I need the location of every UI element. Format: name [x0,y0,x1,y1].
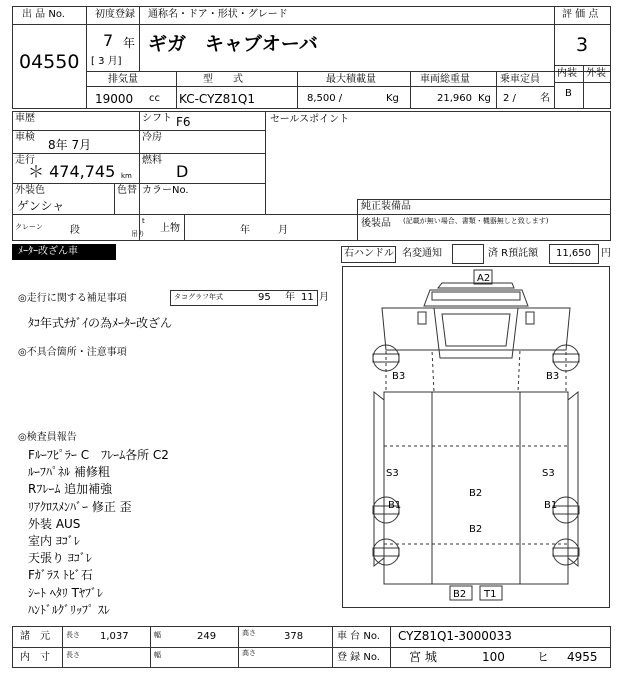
length-label: 長さ [66,631,80,639]
length-value: 1,037 [100,631,129,642]
reg-area: 宮 城 [409,650,437,664]
driving-remarks-title: ◎走行に関する補足事項 [18,293,127,304]
mark-b3-left: B3 [392,371,406,382]
mark-a2: A2 [477,273,491,284]
lot-number: 04550 [19,51,80,73]
t-label: t [142,217,145,225]
naiho-label: 内 寸 [20,652,50,663]
lot-label: 出 品 No. [22,9,65,20]
tsuri-label: 吊り [131,230,145,238]
displacement-value: 19000 [95,92,134,106]
tacho-label: タコグラフ年式 [174,293,223,301]
mileage-label: 走行 [15,155,35,166]
color-no-label: カラーNo. [142,185,189,196]
chassis-label: 車 台 No. [337,631,380,642]
reg-label: 初度登録 [95,9,135,20]
nen-char: 年 [123,36,136,50]
inspector-report-item: ﾘｱｸﾛｽﾒﾝﾊﾞｰ 修正 歪 [28,499,132,514]
model-code: KC-CYZ81Q1 [179,92,255,106]
mark-t1-bottom: T1 [484,589,497,600]
displacement-unit: cc [149,93,160,104]
dan-label: 段 [70,225,80,236]
interior-grade: B [565,88,572,99]
interior-label: 内装 [557,68,577,79]
max-load-value: 8,500 / [307,93,343,104]
inspection-label: 車検 [15,132,35,143]
mark-b2-bottom: B2 [453,589,467,600]
inspector-report-item: ﾙｰﾌﾊﾟﾈﾙ 補修粗 [28,465,110,480]
ac-label: 冷房 [142,132,162,143]
inspector-report-item: Fｶﾞﾗｽ ﾄﾋﾞ石 [28,568,93,583]
aftermarket-note: (記載が無い場合、書類・機器無しと致します) [403,217,549,225]
color-change-label: 色替 [117,185,137,196]
color-value: ゲンシャ [17,199,65,213]
truck-outline [373,270,579,600]
width-value: 249 [197,631,217,642]
shift-label: シフト [142,113,172,124]
truck-damage-diagram [342,266,610,608]
height-label-2: 高さ [242,649,256,657]
height-value: 378 [284,631,304,642]
overall-grade: 3 [576,34,589,56]
inspector-report-item: 天張り ﾖｺﾞﾚ [28,551,92,566]
mark-b3-right: B3 [546,371,560,382]
capacity-label: 乗車定員 [500,74,540,85]
mileage-unit: km [121,172,132,180]
aftermarket-label: 後装品 [361,218,391,229]
chassis-number: CYZ81Q1-3000033 [398,629,512,643]
shift-value: F6 [176,115,191,129]
length-label-2: 長さ [66,651,80,659]
width-label: 幅 [154,631,161,639]
crane-label: クレーン [15,223,43,231]
reg-class: 100 [482,650,505,664]
grade-label: 評 価 点 [562,9,599,20]
month-label: 月 [278,225,288,236]
year-label: 年 [240,225,250,236]
inspector-title: ◎検査員報告 [18,432,77,443]
tacho-month: 11 [301,292,314,303]
inspector-report-item: ｼｰﾄ ﾍﾀﾘ Tﾔﾌﾞﾚ [28,585,103,600]
uwamono-label: 上物 [160,223,180,234]
rhd-label: 右ハンドル [344,248,394,259]
reg-month: [ 3 月] [91,56,122,67]
inspector-report-item: ﾊﾝﾄﾞﾙｸﾞﾘｯﾌﾟ ｽﾚ [28,602,110,617]
yen-label: 円 [601,248,611,259]
mark-b1-right: B1 [544,500,558,511]
inspector-report-item: 外装 AUS [28,516,81,531]
width-label-2: 幅 [154,651,161,659]
name-change-box [452,244,484,264]
reg-year: 7 [103,31,114,50]
mark-b2-center-bottom: B2 [469,524,483,535]
defect-title: ◎不具合箇所・注意事項 [18,347,127,358]
height-label: 高さ [242,629,256,637]
mark-s3-left: S3 [386,468,399,479]
model-name: ギガ キャブオーバ [148,33,318,55]
name-label: 通称名・ドア・形状・グレード [148,9,288,20]
recycle-value: 11,650 [556,248,591,259]
gvw-label: 車両総重量 [420,74,470,85]
tacho-nen: 年 [285,292,295,303]
inspector-report-item: 室内 ﾖｺﾞﾚ [28,534,80,548]
fuel-label: 燃料 [142,155,162,166]
mileage-value: ＊ 474,745 [28,162,116,181]
mark-b1-left: B1 [388,500,402,511]
inspector-report-item: Fﾙｰﾌﾋﾟﾗｰ C ﾌﾚｰﾑ各所 C2 [28,448,169,462]
equipment-label: 純正装備品 [361,201,411,212]
max-load-label: 最大積載量 [326,74,376,85]
recycle-label: 済 R預託額 [488,248,539,259]
capacity-value: 2 / [503,93,516,104]
tacho-gatsu: 月 [319,292,329,303]
gvw-unit: Kg [478,93,491,104]
mark-s3-right: S3 [542,468,555,479]
history-label: 車歴 [15,113,35,124]
mark-b2-center-top: B2 [469,488,483,499]
capacity-unit: 名 [540,93,550,104]
gvw-value: 21,960 [437,93,472,104]
reg-no-label: 登 録 No. [337,652,380,663]
shogen-label: 諸 元 [20,631,50,642]
reg-number: 4955 [567,650,598,664]
model-code-label: 型 式 [203,74,243,85]
inspector-report-item: Rﾌﾚｰﾑ 追加補強 [28,482,113,497]
color-label: 外装色 [15,185,45,196]
max-load-unit: Kg [386,93,399,104]
displacement-label: 排気量 [108,74,138,85]
reg-kana: ヒ [537,650,550,664]
sales-point-label: セールスポイント [270,114,350,125]
fuel-value: D [176,162,189,181]
exterior-label: 外装 [586,68,606,79]
inspection-value: 8年 7月 [48,138,92,152]
tacho-note: ﾀｺ年式ﾁｶﾞｲの為ﾒｰﾀｰ改ざん [28,316,173,330]
name-change-label: 名変通知 [402,248,442,259]
tamper-text: ﾒｰﾀｰ改ざん車 [18,246,78,257]
tacho-year: 95 [258,292,271,303]
